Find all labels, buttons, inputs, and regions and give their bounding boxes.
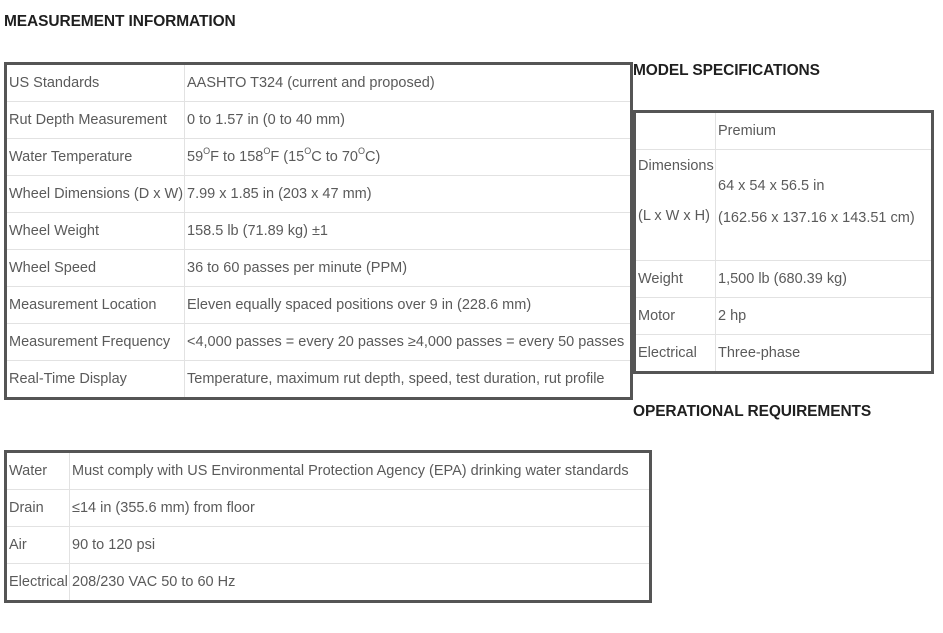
table-row: [635, 150, 933, 261]
table-row: [6, 324, 632, 361]
row-value: ≤14 in (355.6 mm) from floor: [70, 490, 651, 527]
row-label: Air: [6, 527, 70, 564]
model-heading: MODEL SPECIFICATIONS: [633, 62, 820, 79]
row-label: Water Temperature: [6, 139, 185, 176]
row-value: Temperature, maximum rut depth, speed, test duration, rut profile: [185, 361, 632, 399]
row-label: Measurement Frequency: [6, 324, 185, 361]
dimensions-value: [716, 150, 933, 261]
row-value: Must comply with US Environmental Protection Agency (EPA) drinking water standards: [72, 463, 629, 479]
operational-table: [4, 450, 652, 603]
water-temperature-value: $59^OF$ to $158^OF$ ($15^OC$ to $70^OC$): [185, 139, 632, 176]
row-label: Wheel Speed: [6, 250, 185, 287]
table-row: [6, 527, 651, 564]
row-value: 90 to 120 psi: [70, 527, 651, 564]
operational-heading: OPERATIONAL REQUIREMENTS: [633, 403, 872, 420]
table-row: [6, 287, 632, 324]
table-row: [6, 102, 632, 139]
table-row: [635, 335, 933, 373]
dimensions-value-line2: (162.56 x 137.16 x 143.51 cm): [718, 210, 915, 226]
table-row: [6, 139, 632, 176]
row-value: 1,500 lb (680.39 kg): [716, 261, 933, 298]
row-value: 0 to 1.57 in (0 to 40 mm): [185, 102, 632, 139]
measurement-heading: MEASUREMENT INFORMATION: [4, 13, 236, 30]
row-value: 158.5 lb (71.89 kg) ±1: [185, 213, 632, 250]
table-row: [635, 112, 933, 150]
row-label: Motor: [635, 298, 716, 335]
table-row: [635, 261, 933, 298]
table-row: [6, 64, 632, 102]
row-value: 7.99 x 1.85 in (203 x 47 mm): [185, 176, 632, 213]
row-label: Water: [6, 452, 70, 490]
table-row: [635, 298, 933, 335]
table-row: [6, 564, 651, 602]
row-label: Measurement Location: [6, 287, 185, 324]
dimensions-label-line2: (L x W x H): [638, 208, 710, 224]
row-label: Wheel Dimensions (D x W): [6, 176, 185, 213]
column-header-premium: Premium: [718, 123, 777, 139]
row-value: AASHTO T324 (current and proposed): [187, 75, 435, 91]
dimensions-value-line1: 64 x 54 x 56.5 in: [718, 178, 825, 194]
row-value: 208/230 VAC 50 to 60 Hz: [70, 564, 651, 602]
row-label: Wheel Weight: [6, 213, 185, 250]
measurement-table: [4, 62, 633, 400]
row-value: Three-phase: [716, 335, 933, 373]
row-value: 36 to 60 passes per minute (PPM): [185, 250, 632, 287]
dimensions-label: [635, 150, 716, 261]
table-row: [6, 361, 632, 399]
row-label: [635, 112, 716, 150]
row-label: US Standards: [6, 64, 185, 102]
table-row: [6, 176, 632, 213]
model-table: [633, 110, 934, 374]
row-label: Weight: [635, 261, 716, 298]
row-label: Electrical: [6, 564, 70, 602]
row-value: <4,000 passes = every 20 passes ≥4,000 passes = every 50 passes: [185, 324, 632, 361]
row-label: Real-Time Display: [6, 361, 185, 399]
table-row: [6, 213, 632, 250]
table-row: [6, 490, 651, 527]
row-label: Drain: [6, 490, 70, 527]
row-value: Eleven equally spaced positions over 9 in (228.6 mm): [185, 287, 632, 324]
dimensions-label-line1: Dimensions: [638, 158, 714, 174]
table-row: [6, 250, 632, 287]
row-label: Rut Depth Measurement: [6, 102, 185, 139]
table-row: [6, 452, 651, 490]
row-label: Electrical: [635, 335, 716, 373]
row-value: 2 hp: [716, 298, 933, 335]
